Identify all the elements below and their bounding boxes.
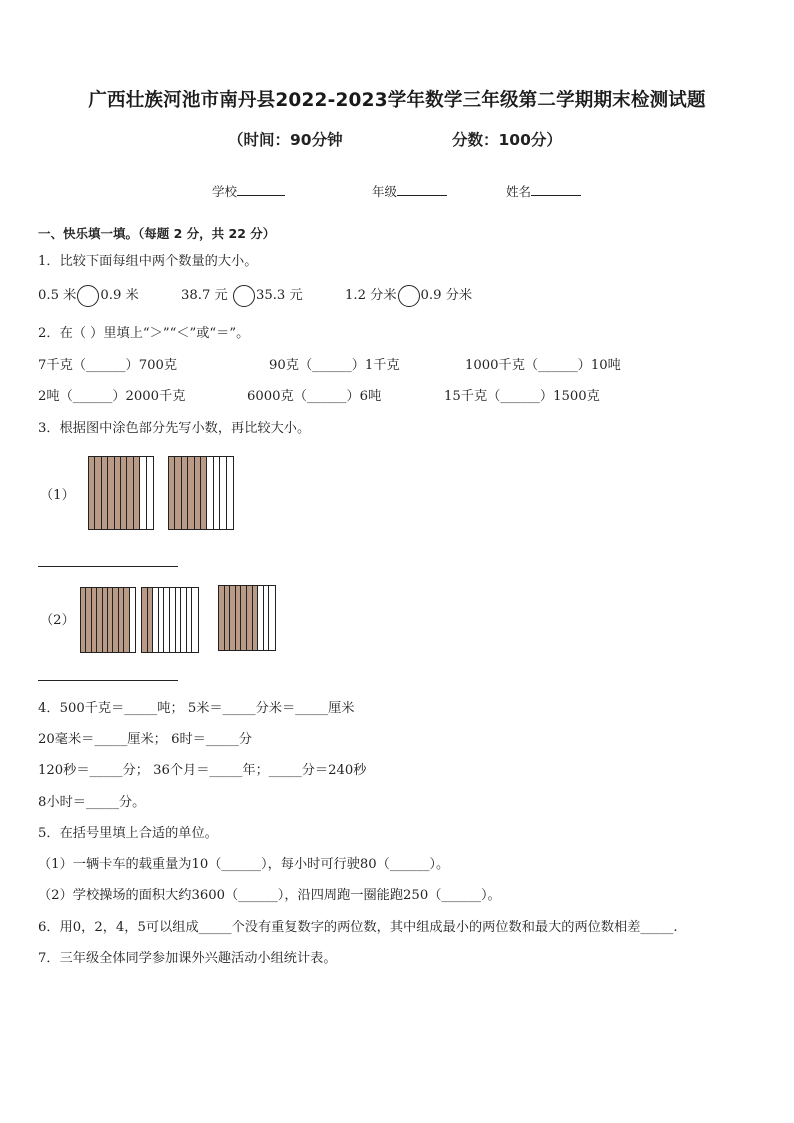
q2-row1-item1[interactable]: 7千克（______）700克 bbox=[38, 358, 178, 373]
school-label: 学校 bbox=[212, 184, 238, 199]
grade-label: 年级 bbox=[372, 184, 398, 199]
grade-blank[interactable] bbox=[397, 182, 447, 196]
section-heading: 一、快乐填一填。（每题 2 分，共 22 分） bbox=[38, 226, 276, 241]
question-4-line-2[interactable]: 20毫米＝_____厘米； 6时＝_____分 bbox=[38, 732, 252, 747]
compare-circle[interactable] bbox=[77, 285, 99, 307]
decimal-strip bbox=[227, 457, 233, 529]
answer-line-1[interactable] bbox=[38, 566, 178, 567]
decimal-figure-1b bbox=[168, 456, 234, 530]
question-7: 7．三年级全体同学参加课外兴趣活动小组统计表。 bbox=[38, 951, 337, 966]
question-6[interactable]: 6．用0，2，4，5可以组成_____个没有重复数字的两位数，其中组成最小的两位数和最大的两位数相差_____. bbox=[38, 920, 678, 935]
compare-left: 38.7 元 bbox=[181, 288, 228, 303]
compare-left: 0.5 米 bbox=[38, 288, 77, 303]
name-label: 姓名 bbox=[506, 184, 532, 199]
decimal-strip bbox=[147, 457, 153, 529]
q2-row2-item2[interactable]: 6000克（______）6吨 bbox=[247, 389, 382, 404]
compare-right: 0.9 分米 bbox=[420, 288, 473, 303]
question-1: 1．比较下面每组中两个数量的大小。 bbox=[38, 254, 258, 269]
q3-part2-label: （2） bbox=[40, 613, 75, 628]
exam-score: 分数：100分） bbox=[452, 131, 562, 149]
page-title: 广西壮族河池市南丹县2022-2023学年数学三年级第二学期期末检测试题 bbox=[88, 90, 706, 111]
school-blank[interactable] bbox=[237, 182, 285, 196]
decimal-strip bbox=[192, 588, 198, 652]
compare-right: 0.9 米 bbox=[100, 288, 139, 303]
decimal-strip bbox=[269, 586, 275, 650]
question-2: 2．在（ ）里填上“＞”“＜”或“＝”。 bbox=[38, 326, 250, 341]
question-5-part-1[interactable]: （1）一辆卡车的载重量为10（______），每小时可行驶80（______）。 bbox=[38, 857, 450, 872]
compare-item-2 bbox=[181, 284, 303, 307]
decimal-figure-2c bbox=[218, 585, 276, 651]
decimal-figure-1a bbox=[88, 456, 154, 530]
decimal-figure-2b bbox=[141, 587, 199, 653]
question-4-line-4[interactable]: 8小时＝_____分。 bbox=[38, 795, 146, 810]
compare-item-3 bbox=[345, 284, 472, 307]
decimal-strip bbox=[130, 588, 135, 652]
question-5: 5．在括号里填上合适的单位。 bbox=[38, 826, 218, 841]
q2-row1-item3[interactable]: 1000千克（______）10吨 bbox=[465, 358, 621, 373]
name-blank[interactable] bbox=[531, 182, 581, 196]
question-4-line-3[interactable]: 120秒＝_____分； 36个月＝_____年；_____分＝240秒 bbox=[38, 763, 367, 778]
decimal-figure-2a bbox=[80, 587, 136, 653]
q2-row1-item2[interactable]: 90克（______）1千克 bbox=[269, 358, 400, 373]
q3-part1-label: （1） bbox=[40, 488, 75, 503]
compare-left: 1.2 分米 bbox=[345, 288, 397, 303]
compare-right: 35.3 元 bbox=[255, 288, 303, 303]
answer-line-2[interactable] bbox=[38, 680, 178, 681]
grade-field bbox=[372, 182, 447, 200]
q2-row2-item1[interactable]: 2吨（______）2000千克 bbox=[38, 389, 186, 404]
school-field bbox=[212, 182, 285, 200]
q2-row2-item3[interactable]: 15千克（______）1500克 bbox=[444, 389, 600, 404]
name-field bbox=[506, 182, 581, 200]
question-5-part-2[interactable]: （2）学校操场的面积大约3600（______），沿四周跑一圈能跑250（______）。 bbox=[38, 888, 501, 903]
compare-circle[interactable] bbox=[398, 285, 420, 307]
question-3: 3．根据图中涂色部分先写小数，再比较大小。 bbox=[38, 421, 311, 436]
question-4-line-1[interactable]: 4．500千克＝_____吨； 5米＝_____分米＝_____厘米 bbox=[38, 701, 355, 716]
compare-item-1 bbox=[38, 284, 139, 307]
exam-time: （时间：90分钟 bbox=[228, 131, 343, 149]
compare-circle[interactable] bbox=[233, 285, 255, 307]
